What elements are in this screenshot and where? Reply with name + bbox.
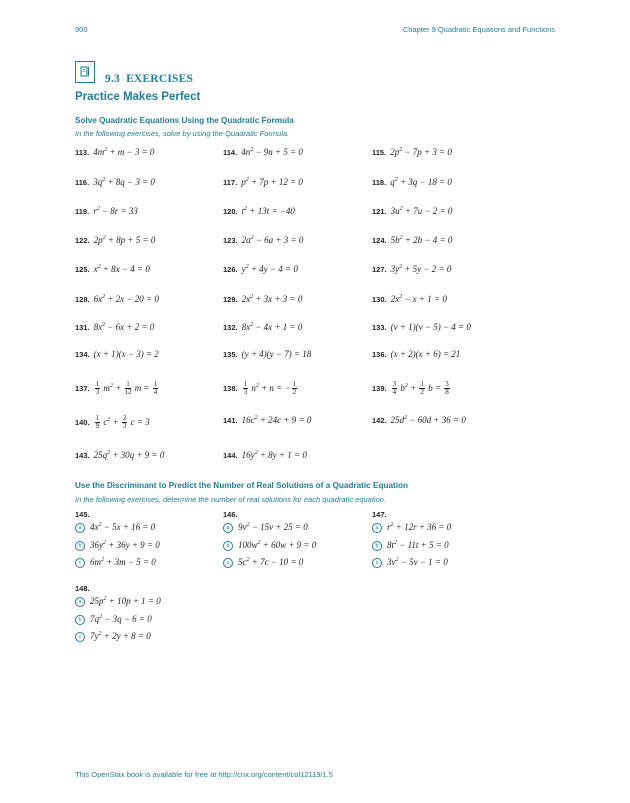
exercise-number: 137.	[75, 383, 90, 393]
exercise-item	[75, 381, 159, 396]
exercise-number: 135.	[223, 350, 238, 359]
exercise-item	[372, 294, 447, 304]
exercise-number: 122.	[75, 236, 90, 245]
exercise-equation: $r^2 - 8r = 33$	[93, 206, 138, 216]
page-number: 900	[75, 25, 88, 34]
part-label-icon: a	[75, 523, 85, 533]
exercise-number: 117.	[223, 178, 238, 187]
exercise-equation: $4m^2 + m - 3 = 0$	[93, 147, 155, 157]
exercise-equation: $16c^2 + 24c + 9 = 0$	[241, 415, 312, 425]
exercise-item	[223, 206, 295, 216]
exercise-part	[75, 522, 155, 533]
exercise-equation: $36y^2 + 36y + 9 = 0$	[90, 539, 160, 550]
exercise-number: 121.	[372, 207, 387, 216]
exercise-number: 127.	[372, 265, 387, 274]
exercise-equation: $25p^2 + 10p + 1 = 0$	[90, 596, 161, 606]
exercise-item	[223, 415, 311, 425]
exercise-equation: $\frac{1}{9}$ $c^2$ + $\frac{2}{3}$ c = 3	[95, 414, 150, 430]
exercise-item	[223, 235, 303, 245]
exercise-item	[75, 349, 159, 359]
exercise-equation: $9v^2 - 15v + 25 = 0$	[238, 522, 308, 532]
part2-heading: Use the Discriminant to Predict the Number of Real Solutions of a Quadratic Equation	[75, 481, 409, 490]
exercise-number: 134.	[75, 350, 90, 359]
exercise-item	[372, 264, 451, 274]
exercise-equation: (x + 1)(x − 3) = 2	[93, 349, 159, 359]
exercise-equation: $100w^2 + 60w + 9 = 0$	[238, 539, 317, 550]
exercise-equation: $y^2 + 4y - 4 = 0$	[241, 264, 298, 274]
exercise-number: 136.	[372, 350, 387, 359]
exercise-number: 118.	[372, 178, 387, 187]
exercise-item	[372, 235, 452, 245]
part-label-icon: b	[75, 615, 85, 625]
exercise-equation: $q^2 + 3q - 18 = 0$	[390, 177, 452, 187]
exercise-number: 124.	[372, 236, 387, 245]
exercise-equation: (y + 4)(y − 7) = 18	[241, 349, 312, 359]
exercise-number: 128.	[75, 295, 90, 304]
exercise-number: 140.	[75, 417, 90, 427]
exercise-number: 125.	[75, 265, 90, 274]
exercise-part	[75, 557, 156, 568]
exercise-equation: $25q^2 + 30q + 9 = 0$	[93, 450, 165, 460]
section-number: 9.3	[105, 73, 120, 85]
exercise-equation: $\frac{1}{3}$ $m^2$ + $\frac{1}{12}$ m = $\frac{1}{4}$	[95, 380, 158, 396]
exercise-equation: $\frac{3}{4}$ $b^2$ + $\frac{1}{2}$ b = $\frac{3}{8}$	[392, 380, 449, 396]
exercise-item	[223, 147, 303, 157]
exercise-item	[372, 206, 452, 216]
exercise-part	[75, 596, 161, 607]
exercise-equation: $4n^2 - 9n + 5 = 0$	[241, 147, 303, 157]
exercise-item	[223, 322, 302, 332]
exercise-equation: $r^2 + 12r + 36 = 0$	[387, 522, 452, 532]
exercise-equation: $5c^2 + 7c - 10 = 0$	[238, 557, 304, 567]
exercise-item	[75, 147, 154, 157]
part-label-icon: c	[75, 558, 85, 568]
exercise-number: 120.	[223, 207, 238, 216]
part-label-icon: b	[223, 541, 233, 551]
part-label-icon: a	[223, 523, 233, 533]
part2-instruction: In the following exercises, determine the number of real solutions for each quadratic equation.	[75, 495, 387, 504]
exercise-equation: (v + 1)(v − 5) − 4 = 0	[390, 322, 471, 332]
exercise-item	[75, 294, 159, 304]
chapter-title: Chapter 9 Quadratic Equations and Functions	[402, 25, 555, 34]
exercise-equation: $25d^2 - 60d + 36 = 0$	[390, 415, 466, 425]
practice-heading: Practice Makes Perfect	[75, 91, 201, 103]
exercise-item	[223, 177, 303, 187]
exercise-equation: $7q^2 - 3q - 6 = 0$	[90, 613, 152, 624]
exercise-item	[372, 415, 466, 425]
exercise-number: 116.	[75, 178, 90, 187]
exercise-part	[223, 557, 303, 568]
part1-heading: Solve Quadratic Equations Using the Quadratic Formula	[75, 116, 294, 125]
exercise-part	[372, 557, 448, 568]
exercise-equation: $x^2 + 8x - 4 = 0$	[93, 264, 150, 274]
exercise-equation: $2x^2 - x + 1 = 0$	[390, 294, 447, 304]
exercise-equation: $8x^2 - 4x + 1 = 0$	[241, 322, 303, 332]
exercise-equation: (x + 2)(x + 6) = 21	[390, 349, 461, 359]
exercise-equation: $2a^2 - 6a + 3 = 0$	[241, 235, 304, 245]
exercise-item	[223, 264, 298, 274]
exercise-equation: $6x^2 + 2x - 20 = 0$	[93, 294, 159, 304]
exercise-equation: $6m^2 + 3m - 5 = 0$	[90, 557, 156, 567]
exercise-part	[223, 522, 308, 533]
exercise-number: 133.	[372, 323, 387, 332]
exercise-number: 119.	[75, 207, 90, 216]
exercise-item	[372, 147, 452, 157]
exercise-item	[75, 235, 155, 245]
exercise-item	[372, 381, 451, 396]
exercise-item	[223, 294, 302, 304]
exercise-item	[372, 177, 452, 187]
exercise-number: 145.	[75, 510, 90, 519]
exercise-part	[75, 631, 151, 642]
exercise-equation: $2x^2 + 3x + 3 = 0$	[241, 294, 303, 304]
exercise-number: 142.	[372, 416, 387, 425]
exercise-number: 131.	[75, 323, 90, 332]
exercise-number: 123.	[223, 236, 238, 245]
part-label-icon: c	[223, 558, 233, 568]
exercise-number: 138.	[223, 383, 238, 393]
exercise-equation: $8x^2 - 6x + 2 = 0$	[93, 322, 155, 332]
footer-text: This OpenStax book is available for free at http://cnx.org/content/col12119/1.5	[75, 770, 333, 779]
part-label-icon: b	[372, 541, 382, 551]
part-label-icon: b	[75, 541, 85, 551]
part-label-icon: c	[75, 632, 85, 642]
exercise-number: 143.	[75, 451, 90, 460]
part-label-icon: c	[372, 558, 382, 568]
part1-instruction: In the following exercises, solve by using the Quadratic Formula.	[75, 129, 290, 138]
exercise-equation: $4x^2 - 5x + 16 = 0$	[90, 522, 156, 532]
exercise-number: 132.	[223, 323, 238, 332]
exercise-item	[372, 322, 471, 332]
exercise-equation: $\frac{1}{3}$ $n^2 + n$ = − $\frac{1}{2}$	[243, 380, 297, 396]
exercise-equation: $3y^2 + 5y - 2 = 0$	[390, 264, 452, 274]
exercise-item	[223, 381, 298, 396]
exercise-number: 148.	[75, 584, 90, 593]
exercise-number: 115.	[372, 148, 387, 157]
exercise-part	[372, 522, 451, 533]
exercise-number: 147.	[372, 510, 387, 519]
section-label: EXERCISES	[126, 73, 194, 85]
exercise-number: 141.	[223, 416, 238, 425]
exercise-number: 146.	[223, 510, 238, 519]
exercise-equation: $5b^2 + 2b - 4 = 0$	[390, 235, 453, 245]
exercise-item	[75, 322, 154, 332]
exercise-part	[372, 540, 449, 551]
exercise-item	[223, 349, 311, 359]
exercise-number: 130.	[372, 295, 387, 304]
exercise-equation: $3u^2 + 7u - 2 = 0$	[390, 206, 453, 216]
exercise-number: 129.	[223, 295, 238, 304]
exercise-item	[75, 206, 138, 216]
section-title	[105, 73, 193, 85]
exercise-item	[75, 177, 155, 187]
exercise-equation: $2p^2 - 7p + 3 = 0$	[390, 147, 452, 157]
exercise-item	[223, 450, 307, 460]
exercise-equation: $8t^2 - 11t + 5 = 0$	[387, 539, 449, 550]
exercise-equation: $7y^2 + 2y + 8 = 0$	[90, 631, 151, 641]
exercise-equation: $p^2 + 7p + 12 = 0$	[241, 177, 303, 187]
exercise-number: 114.	[223, 148, 238, 157]
exercise-part	[223, 540, 316, 551]
exercise-part	[75, 614, 152, 625]
exercise-equation: $16y^2 + 8y + 1 = 0$	[241, 450, 307, 460]
exercise-number: 144.	[223, 451, 238, 460]
exercise-part	[75, 540, 160, 551]
part-label-icon: a	[75, 597, 85, 607]
exercise-equation: $3v^2 - 5v - 1 = 0$	[387, 557, 448, 567]
pencil-notebook-icon	[75, 61, 95, 83]
exercise-number: 126.	[223, 265, 238, 274]
part-label-icon: a	[372, 523, 382, 533]
exercise-number: 139.	[372, 383, 387, 393]
exercise-item	[372, 349, 460, 359]
exercise-equation: $2p^2 + 8p + 5 = 0$	[93, 235, 156, 245]
exercise-equation: $3q^2 + 8q - 3 = 0$	[93, 177, 155, 187]
exercise-equation: $t^2 + 13t = -40$	[241, 206, 295, 216]
exercise-number: 113.	[75, 148, 90, 157]
exercise-item	[75, 264, 150, 274]
exercise-item	[75, 450, 164, 460]
exercise-item	[75, 415, 150, 430]
